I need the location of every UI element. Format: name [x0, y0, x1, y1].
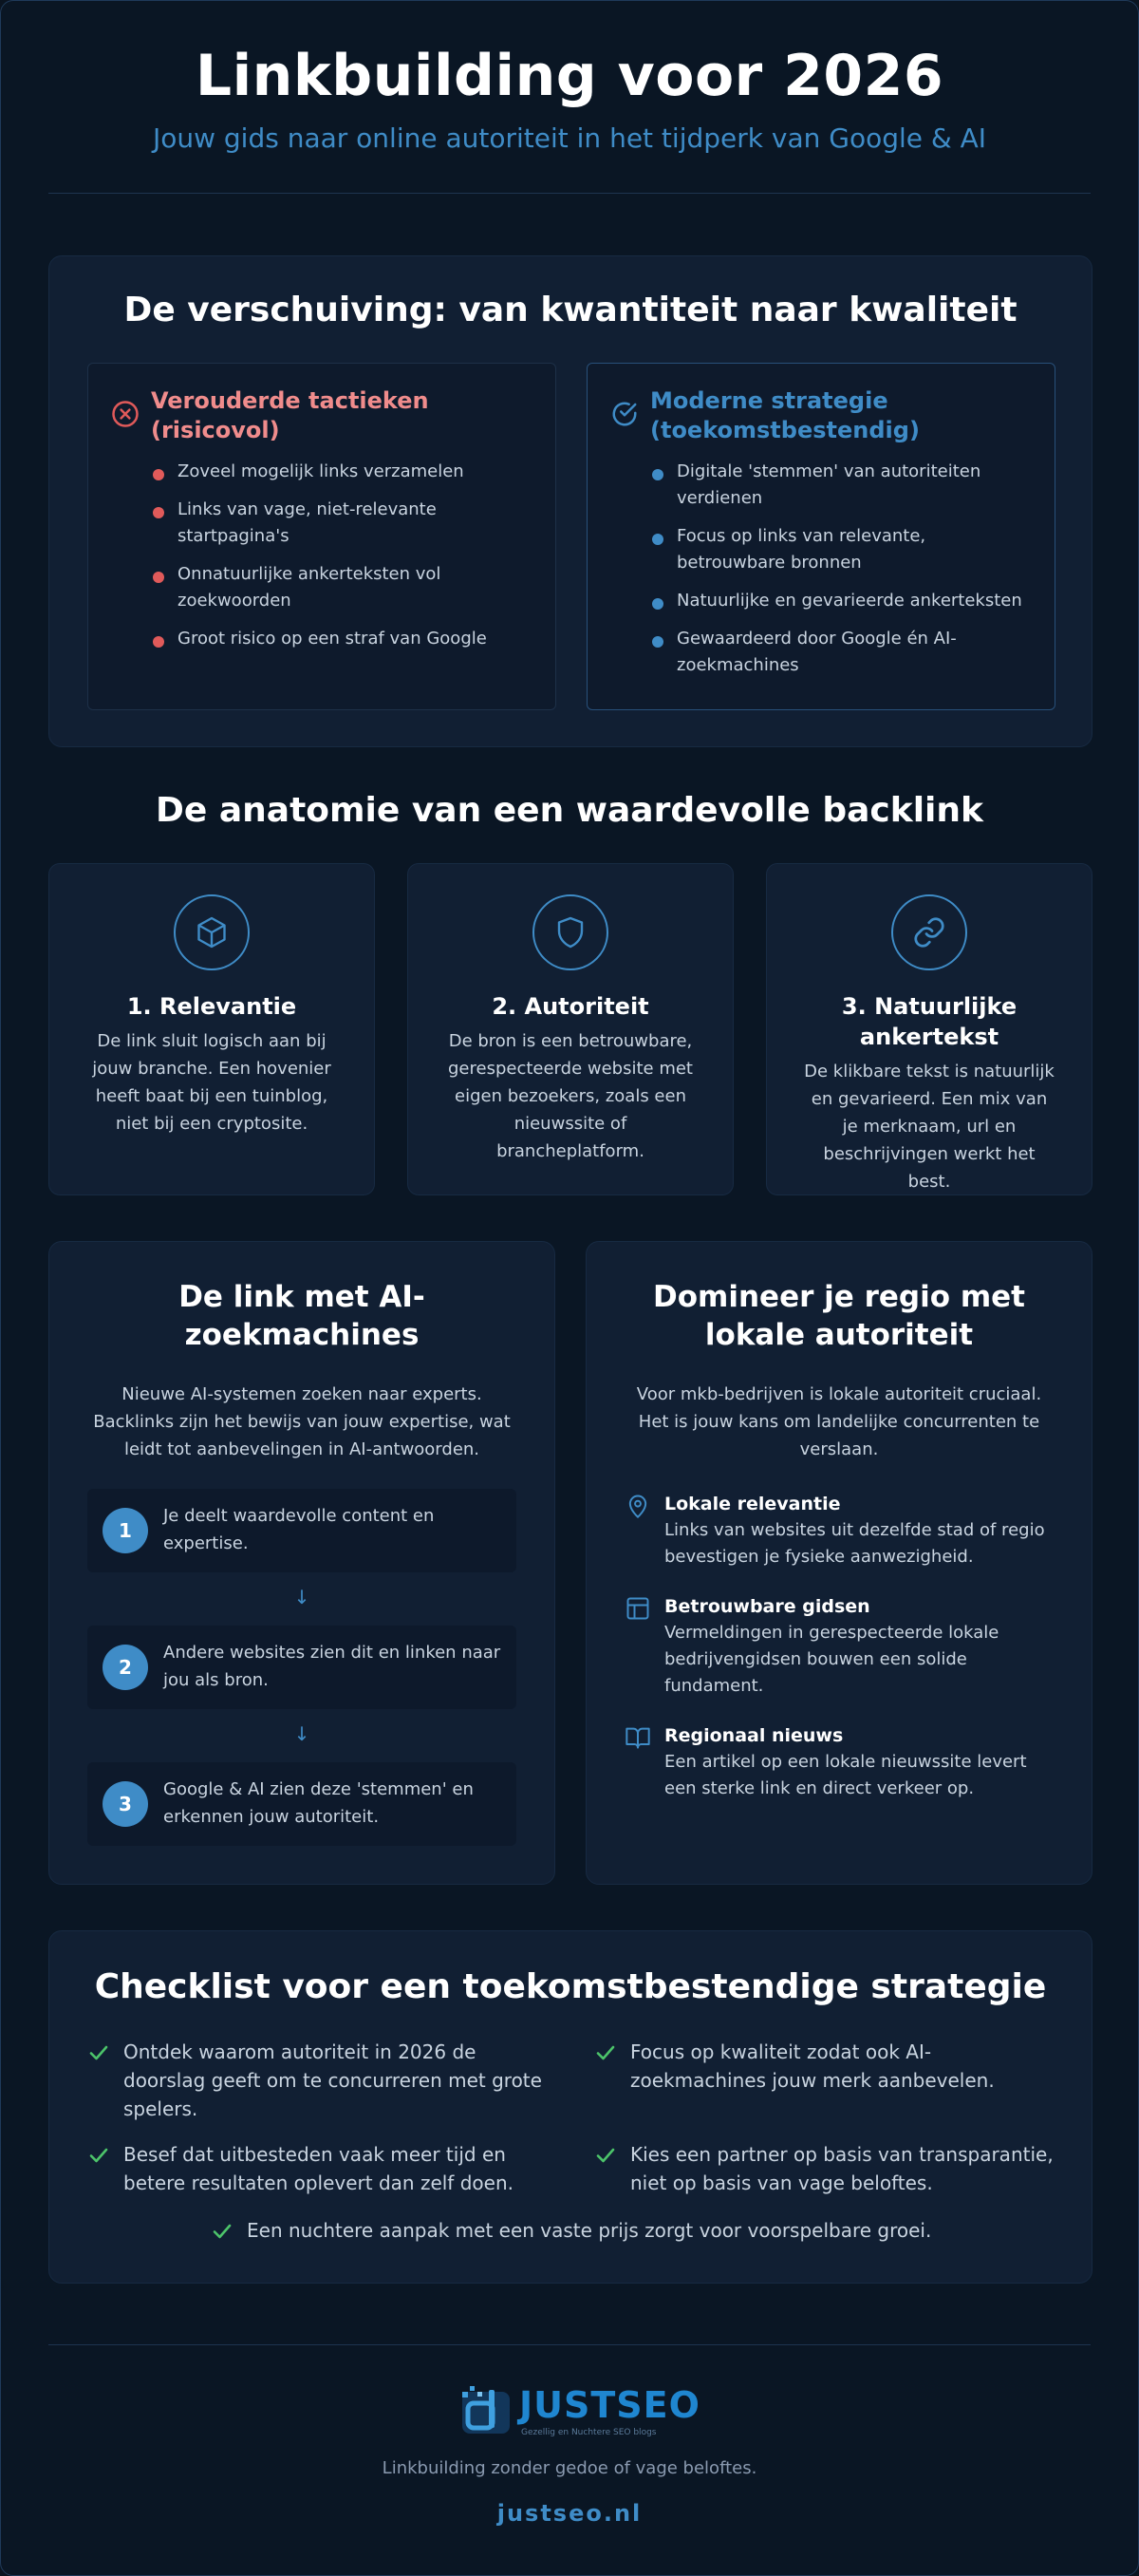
ai-step — [87, 1762, 516, 1846]
book-open-icon — [625, 1724, 651, 1751]
shift-title: De verschuiving: van kwantiteit naar kwaliteit — [123, 291, 1018, 329]
ai-title: De link met AI-zoekmachines — [178, 1280, 425, 1352]
checklist-item — [87, 2038, 552, 2123]
old-tactics-list — [153, 459, 531, 664]
old-tactics-title: Verouderde tactieken — [151, 387, 429, 414]
card-title: 2. Autoriteit — [492, 993, 649, 1020]
checklist-item — [594, 2140, 1059, 2197]
local-title: Domineer je regio met lokale autoriteit — [653, 1280, 1025, 1352]
card-description: De link sluit logisch aan bij jouw branche. Een hovenier heeft baat bij een tuinblog, niet bij een cryptosite. — [92, 1031, 331, 1134]
card-title: 3. Natuurlijke ankertekst — [841, 993, 1018, 1050]
local-item-description: Vermeldingen in gerespecteerde lokale bedrijvengidsen bouwen een solide fundament. — [664, 1623, 999, 1696]
checklist-text: Een nuchtere aanpak met een vaste prijs zorgt voor voorspelbare groei. — [247, 2219, 932, 2242]
local-item — [625, 1491, 1054, 1570]
checklist-text: Besef dat uitbesteden vaak meer tijd en betere resultaten oplevert dan zelf doen. — [123, 2143, 513, 2194]
checkmark-icon — [594, 2041, 617, 2064]
local-item-title: Betrouwbare gidsen — [664, 1596, 870, 1617]
logo-mark-icon — [457, 2382, 515, 2441]
step-number: 2 — [103, 1645, 148, 1690]
ai-description: Nieuwe AI-systemen zoeken naar experts. Backlinks zijn het bewijs van jouw expertise, wat leidt tot aanbevelingen in AI-antwoorden. — [93, 1384, 511, 1459]
footer-url-link[interactable]: justseo.nl — [496, 2500, 643, 2527]
step-number: 1 — [103, 1508, 148, 1553]
step-text: Je deelt waardevolle content en expertise. — [163, 1506, 435, 1553]
local-item — [625, 1593, 1054, 1700]
ai-step — [87, 1489, 516, 1572]
list-item: Digitale 'stemmen' van autoriteiten verdienen — [652, 459, 1030, 512]
ai-step — [87, 1626, 516, 1709]
checklist-text: Focus op kwaliteit zodat ook AI-zoekmachines jouw merk aanbevelen. — [630, 2040, 995, 2092]
link-icon — [912, 915, 946, 950]
anatomy-title: De anatomie van een waardevolle backlink — [156, 791, 983, 830]
page-title: Linkbuilding voor 2026 — [195, 43, 944, 109]
local-item-title: Lokale relevantie — [664, 1494, 841, 1514]
local-item — [625, 1722, 1054, 1802]
logo-wordmark: JUSTSEO — [519, 2384, 700, 2426]
footer-divider — [48, 2344, 1091, 2345]
x-circle-icon — [111, 400, 140, 428]
justseo-logo[interactable] — [457, 2379, 700, 2445]
modern-strategy-box — [587, 363, 1055, 710]
checklist-panel — [48, 1930, 1092, 2284]
checklist-text: Ontdek waarom autoriteit in 2026 de doorslag geeft om te concurreren met grote spelers. — [123, 2040, 542, 2120]
step-text: Andere websites zien dit en linken naar jou als bron. — [163, 1643, 501, 1690]
page-subtitle: Jouw gids naar online autoriteit in het tijdperk van Google & AI — [152, 122, 987, 154]
list-item: Onnatuurlijke ankerteksten vol zoekwoorden — [153, 561, 531, 614]
checkmark-icon — [87, 2144, 110, 2167]
checklist-title: Checklist voor een toekomstbestendige strategie — [94, 1967, 1047, 2006]
card-title: 1. Relevantie — [126, 993, 297, 1020]
checkmark-icon — [211, 2220, 233, 2243]
card-anchor-text — [766, 863, 1092, 1195]
old-tactics-subtitle: (risicovol) — [151, 417, 280, 443]
list-item: Links van vage, niet-relevante startpagina's — [153, 497, 531, 550]
checklist-item — [594, 2038, 1059, 2095]
logo-tagline: Gezellig en Nuchtere SEO blogs — [521, 2428, 657, 2437]
header — [1, 1, 1138, 154]
modern-strategy-subtitle: (toekomstbestendig) — [650, 417, 920, 443]
local-panel — [586, 1241, 1092, 1885]
card-description: De bron is een betrouwbare, gerespecteerde website met eigen bezoekers, zoals een nieuwssite of brancheplatform. — [448, 1031, 693, 1161]
list-item: Natuurlijke en gevarieerde ankerteksten — [652, 588, 1030, 614]
footer-tagline: Linkbuilding zonder gedoe of vage beloftes. — [382, 2458, 757, 2478]
card-relevance — [48, 863, 375, 1195]
list-item: Focus op links van relevante, betrouwbare bronnen — [652, 523, 1030, 576]
check-circle-icon — [610, 400, 639, 428]
card-description: De klikbare tekst is natuurlijk en gevarieerd. Een mix van je merknaam, url en beschrijvingen werkt het best. — [804, 1062, 1055, 1192]
header-divider — [48, 193, 1091, 194]
modern-strategy-list — [652, 459, 1030, 690]
step-text: Google & AI zien deze 'stemmen' en erkennen jouw autoriteit. — [163, 1779, 474, 1827]
shield-icon — [553, 915, 588, 950]
checklist-text: Kies een partner op basis van transparantie, niet op basis van vage beloftes. — [630, 2143, 1054, 2194]
layout-icon — [625, 1595, 651, 1622]
step-number: 3 — [103, 1781, 148, 1827]
card-authority — [407, 863, 734, 1195]
local-description: Voor mkb-bedrijven is lokale autoriteit cruciaal. Het is jouw kans om landelijke concurrenten te verslaan. — [636, 1384, 1042, 1459]
cube-icon — [195, 915, 229, 950]
checklist-item — [211, 2216, 970, 2245]
list-item: Gewaardeerd door Google én AI-zoekmachines — [652, 626, 1030, 679]
checkmark-icon — [87, 2041, 110, 2064]
checkmark-icon — [594, 2144, 617, 2167]
shift-panel — [48, 255, 1092, 747]
modern-strategy-title: Moderne strategie — [650, 387, 888, 414]
ai-panel — [48, 1241, 555, 1885]
old-tactics-box — [87, 363, 556, 710]
list-item: Groot risico op een straf van Google — [153, 626, 531, 652]
local-item-description: Een artikel op een lokale nieuwssite levert een sterke link en direct verkeer op. — [664, 1752, 1027, 1798]
arrow-down-icon: ↓ — [293, 1722, 310, 1745]
map-pin-icon — [625, 1493, 651, 1519]
local-item-title: Regionaal nieuws — [664, 1725, 844, 1746]
local-item-description: Links van websites uit dezelfde stad of regio bevestigen je fysieke aanwezigheid. — [664, 1520, 1045, 1567]
checklist-item — [87, 2140, 552, 2197]
list-item: Zoveel mogelijk links verzamelen — [153, 459, 531, 485]
arrow-down-icon: ↓ — [293, 1586, 310, 1608]
